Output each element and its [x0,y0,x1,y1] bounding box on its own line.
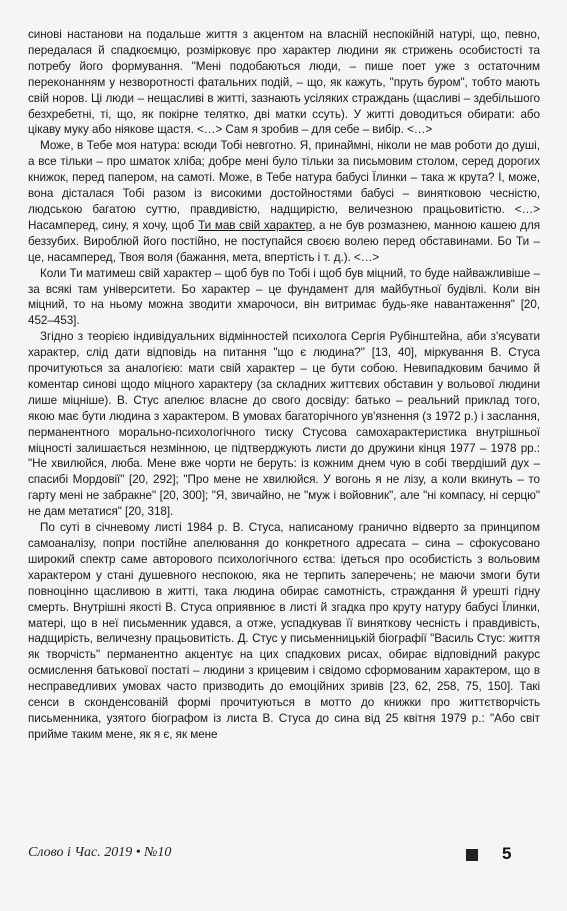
journal-title: Слово і Час. 2019 • №10 [28,845,172,860]
paragraph-text: Згідно з теорією індивідуальних відмінностей психолога Сергія Рубінштейна, аби з'ясувати характер, слід дати відповідь на питання "що є людина?" [13, 40], міркування В. Стуса прочитуються за аналогією: мати свій характер – це бути собою. Невипадковим бачимо й коментар синові щодо міцного характеру (за складних життєвих обставин у вольової людини лише міцніше). В. Стус апелює власне до свого досвіду: батько – реальний приклад того, якою має бути людина з характером. В умовах багаторічного ув'язнення (з 1972 р.) і заслання, перманентного морально-психологічного тиску Стусова самохарактеристика внутрішньої міцності залишається незмінною, це підтверджують листи до дружини кінця 1977 – 1978 рр.: "Не хвилюйся, люба. Мене вже чорти не беруть: із кожним днем чую в собі твердіший дух – спасибі Мордовії" [20, 292]; "Про мене не хвилюйся. У вогонь я не лізу, а коли вкинуть – то гарту мені не забракне" [20, 300]; "Я, звичайно, не "муж і войовник", але "ні компасу, ні серцю" не дам метатися" [20, 318]. [28,330,540,519]
underlined-phrase: Ти мав свій характер [198,218,313,232]
article-body [28,27,540,743]
paragraph-text: синові настанови на подальше життя з акцентом на власній неспокійній натурі, що, певно, передалася й спадкоємцю, розмірковує про характер людини як стрижень особистості та потребу його формування. "Мені подобаються люди, – пише поет уже з остаточним переконанням у незворотності фатальних подій, – що, як кажуть, "пруть буром", тобто мають свій норов. Ці люди – нещасливі в житті, зазнають усіляких страждань (щасливі – здебільшого безхребетні, ті, що, як покірне телятко, дві матки ссуть). У житті доводиться обирати: або цікаву муку або ніякове щастя. <…> Сам я зробив – для себе – вибір. <…> [28,28,540,137]
paragraph-text: , а не був розмазнею, манною кашею для беззубих. Вироблюй його постійно, не поступайся своєю волею перед обставинами. Бо Ти – це, насамперед, Твоя воля (бажання, мета, впертість і т. д.). <…> [28,218,540,264]
paragraph-1 [28,27,540,138]
page-footer [28,845,540,869]
paragraph-text: Коли Ти матимеш свій характер – щоб був по Тобі і щоб був міцний, то буде найважливіше – за всякі там університети. Бо характер – це фундамент для майбутньої будівлі. Коли він міцний, то на ньому можна зводити хмарочоси, він витримає будь-яке навантаження" [20, 452–453]. [28,266,540,328]
paragraph-text: Може, в Тебе моя натура: всюди Тобі невготно. Я, принаймні, ніколи не мав роботи до душі, а все тільки – про шматок хліба; добре мені було тільки за письмовим столом, серед дорогих книжок, перед папером, на самоті. Може, в Тебе натура бабусі Їлинки – така ж крута? І, може, вона дісталася Тобі разом із високими достойностями бабусі – винятковою чесністю, людською багатою суттю, правдивістю, надщирістю, величезною працьовитістю. <…> Насамперед, сину, я хочу, щоб [28,139,540,232]
paragraph-3 [28,266,540,330]
paragraph-5 [28,520,540,743]
paragraph-text: По суті в січневому листі 1984 р. В. Стуса, написаному гранично відверто за принципом самоаналізу, попри постійне апелювання до конкретного адресата – сина – сфокусовано широкий спектр саме авторового психологічного єства: ідеться про особистість з вольовим характером у стані душевного неспокою, яка не терпить заперечень; не маючи змоги бути повноцінно щасливою в житті, така людина обирає самотність, страждання й урешті гідну смерть. Внутрішні якості В. Стуса оприявнює в листі й згадка про круту натуру бабусі Їлинки, матері, що в неї письменник удався, а отже, успадкував її виняткову чесність і правдивість, надщирість, величезну працьовитість. Д. Стус у письменницькій біографії "Василь Стус: життя як творчість" перманентно акцентує на цих спадкових рисах, обирає відповідний ракурс осмислення батькової постаті – людини з крицевим і свідомо сформованим характером, що в несправедливих умовах часто призводить до емоційних зривів [23, 62, 258, 75, 150]. Такі сенси в сконденсованій формі прочитуються в мотто до книжки про життєтворчість письменника, узятого біографом із листа В. Стуса до сина від 25 квітня 1979 р.: "Або світ прийме таким мене, як я є, як мене [28,521,540,741]
paragraph-2 [28,138,540,265]
page-number: 5 [502,844,512,863]
paragraph-4 [28,329,540,520]
square-marker-icon [466,849,478,861]
